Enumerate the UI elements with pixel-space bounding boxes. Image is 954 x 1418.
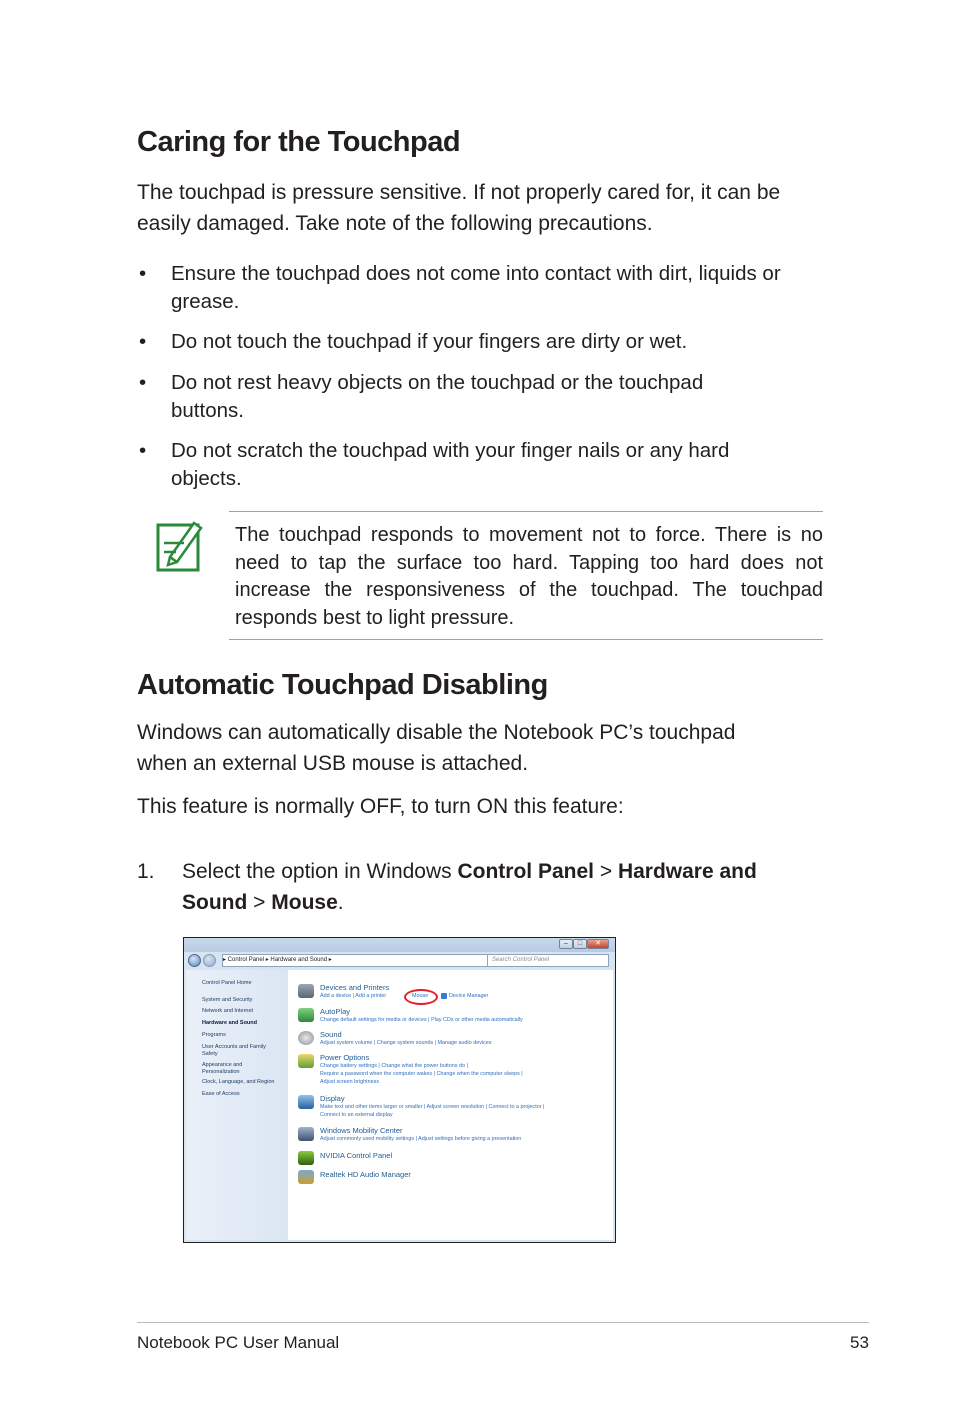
step-separator: > [247,891,272,914]
main-pane [288,970,613,1240]
intro-line-1: The touchpad is pressure sensitive. If not properly cared for, it can be [137,181,781,204]
nvidia-icon [298,1151,314,1165]
shield-icon [441,993,447,999]
control-panel-screenshot [183,937,616,1243]
bullet-text: Do not rest heavy objects on the touchpad or the touchpad [171,371,704,394]
step-hardware-and: Hardware and [617,860,757,883]
close-button[interactable]: ✕ [587,939,609,949]
forward-button[interactable] [203,954,216,967]
cat-devices-printers[interactable]: Devices and Printers [320,983,390,992]
cat-power-options[interactable]: Power Options [320,1053,370,1062]
link-display-2[interactable]: Connect to an external display [320,1112,393,1118]
link-display-1[interactable]: Make text and other items larger or smaller | Adjust screen resolution | Connect to a projector | [320,1104,545,1110]
nav-network-internet[interactable]: Network and Internet [202,1008,254,1014]
intro-line-2: easily damaged. Take note of the following precautions. [137,212,653,235]
realtek-icon [298,1170,314,1184]
nav-control-panel-home[interactable]: Control Panel Home [202,980,252,986]
link-mobility[interactable]: Adjust commonly used mobility settings | Adjust settings before giving a presentation [320,1136,522,1142]
note-pencil-icon [156,517,206,573]
bullet-dot: • [139,262,147,285]
section-heading-caring: Caring for the Touchpad [137,126,461,158]
nav-ease-of-access[interactable]: Ease of Access [202,1091,240,1097]
mouse-highlight-ring [404,989,438,1005]
nav-appearance-2[interactable]: Personalization [202,1069,240,1075]
link-mouse[interactable]: Mouse [412,993,429,999]
step-control-panel: Control Panel [457,860,594,883]
note-text: The touchpad responds to movement not to force. There is no need to tap the surface too hard. Tapping too hard does not increase the responsiveness of the touchpad. The touchpad responds best to light pressure. [235,524,823,629]
link-autoplay[interactable]: Change default settings for media or devices | Play CDs or other media automatically [320,1017,523,1023]
bullet-dot: • [139,330,147,353]
bullet-text: Do not scratch the touchpad with your finger nails or any hard [171,439,730,462]
cat-display[interactable]: Display [320,1094,345,1103]
bullet-text: objects. [171,467,242,490]
link-sound[interactable]: Adjust system volume | Change system sounds | Manage audio devices [320,1040,492,1046]
section2-intro-line-2: when an external USB mouse is attached. [137,752,529,775]
link-power-3[interactable]: Adjust screen brightness [320,1079,380,1085]
address-row [184,952,615,970]
nav-appearance[interactable]: Appearance and [202,1062,243,1068]
bullet-dot: • [139,439,147,462]
footer-manual-title: Notebook PC User Manual [137,1333,340,1352]
nav-programs[interactable]: Programs [202,1032,226,1038]
bullet-item [139,260,839,320]
step-line-2 [182,887,344,918]
step-line-1 [182,856,757,887]
step-end: . [337,891,344,914]
bullet-text: grease. [171,290,240,313]
bullet-text: Ensure the touchpad does not come into contact with dirt, liquids or [171,262,781,285]
bullet-item [139,369,839,429]
note-top-rule [229,511,823,512]
nav-user-accounts[interactable]: User Accounts and Family [202,1044,266,1050]
cat-realtek[interactable]: Realtek HD Audio Manager [320,1170,411,1179]
bullet-dot: • [139,371,147,394]
step-separator: > [594,860,618,883]
window-titlebar [184,938,615,952]
back-button[interactable] [188,954,201,967]
bullet-item [139,328,839,358]
nav-clock-language[interactable]: Clock, Language, and Region [202,1079,275,1085]
address-bar[interactable]: ▸ Control Panel ▸ Hardware and Sound ▸ [222,954,507,967]
section2-intro-line-1: Windows can automatically disable the Notebook PC’s touchpad [137,721,736,744]
section-heading-auto-disable: Automatic Touchpad Disabling [137,669,548,701]
bullet-item [139,437,839,497]
footer-rule [137,1322,869,1323]
link-power-1[interactable]: Change battery settings | Change what the power buttons do | [320,1063,468,1069]
cat-nvidia[interactable]: NVIDIA Control Panel [320,1151,393,1160]
nav-hardware-sound[interactable]: Hardware and Sound [202,1020,258,1026]
autoplay-icon [298,1008,314,1022]
link-add-device-printer[interactable]: Add a device | Add a printer [320,993,387,999]
cat-autoplay[interactable]: AutoPlay [320,1007,351,1016]
step-prefix: Select the option in Windows [182,860,458,883]
power-icon [298,1054,314,1068]
link-power-2[interactable]: Require a password when the computer wakes | Change when the computer sleeps | [320,1071,523,1077]
bullet-text: Do not touch the touchpad if your fingers are dirty or wet. [171,330,688,353]
nav-user-accounts-2[interactable]: Safety [202,1051,218,1057]
minimize-button[interactable]: – [559,939,573,949]
speaker-icon [298,1031,314,1045]
link-device-manager[interactable]: Device Manager [449,993,489,999]
display-icon [298,1095,314,1109]
cat-mobility-center[interactable]: Windows Mobility Center [320,1126,403,1135]
left-nav-pane [186,970,288,1240]
feature-instruction: This feature is normally OFF, to turn ON this feature: [137,795,624,818]
nav-system-security[interactable]: System and Security [202,997,253,1003]
note-bottom-rule [229,639,823,640]
cat-sound[interactable]: Sound [320,1030,342,1039]
bullet-text: buttons. [171,399,244,422]
printer-icon [298,984,314,998]
maximize-button[interactable]: □ [573,939,587,949]
step-sound: Sound [182,891,248,914]
page-number: 53 [850,1333,869,1352]
mobility-icon [298,1127,314,1141]
step-mouse: Mouse [271,891,338,914]
step-number: 1. [137,860,155,883]
search-input[interactable]: Search Control Panel [487,954,609,967]
